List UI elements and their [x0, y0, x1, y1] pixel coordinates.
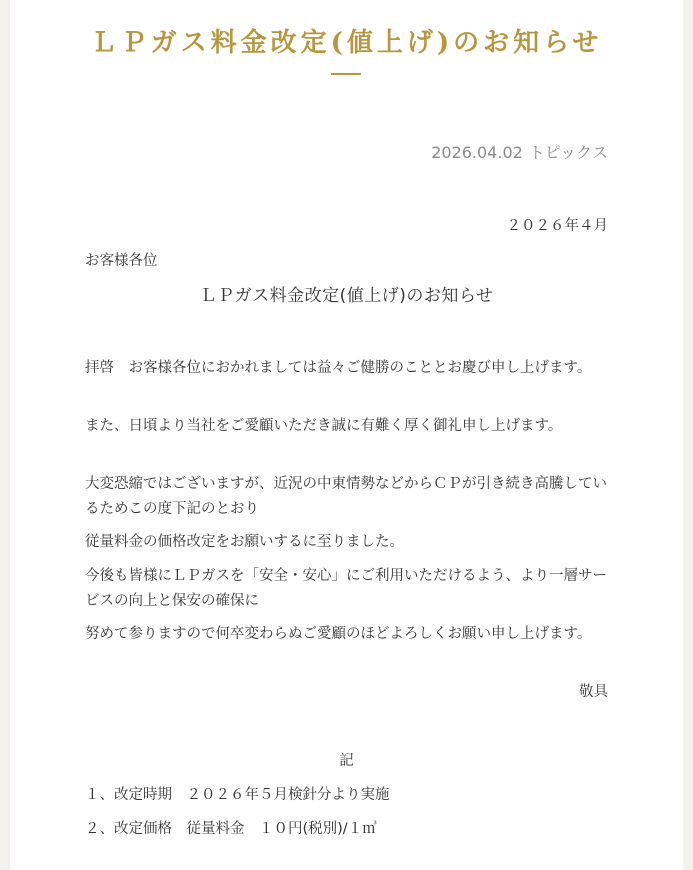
letter-paragraph: 従量料金の価格改定をお願いするに至りました。: [85, 534, 404, 550]
notes-heading: 記: [339, 753, 354, 769]
title-divider: [331, 73, 361, 75]
letter-closing: 敬具: [579, 684, 608, 700]
page-title: ＬＰガス料金改定(値上げ)のお知らせ: [90, 28, 603, 58]
letter-addressee: お客様各位: [85, 253, 158, 269]
post-meta: [431, 140, 608, 163]
notes-item-revision-price: ２、改定価格 従量料金 １０円(税別)/１㎥: [85, 821, 377, 837]
article-page: [10, 0, 683, 870]
letter-paragraph: また、日頃より当社をご愛顧いただき誠に有難く厚く御礼申し上げます。: [85, 418, 563, 434]
post-category[interactable]: トピックス: [528, 143, 608, 162]
notes-item-revision-date: １、改定時期 ２０２６年５月検針分より実施: [85, 787, 390, 803]
letter-subject: ＬＰガス料金改定(値上げ)のお知らせ: [199, 286, 494, 306]
post-date: 2026.04.02: [431, 143, 523, 162]
letter-paragraph: 今後も皆様にＬＰガスを「安全・安心」にご利用いただけるよう、より一層サービスの向上と保安の確保に: [85, 568, 607, 609]
letter-date: ２０２６年４月: [506, 218, 608, 234]
letter-paragraph: 拝啓 お客様各位におかれましては益々ご健勝のこととお慶び申し上げます。: [85, 360, 592, 376]
letter-paragraph: 大変恐縮ではございますが、近況の中東情勢などからＣＰが引き続き高騰しているためこの度下記のとおり: [85, 476, 607, 517]
letter-paragraph: 努めて参りますので何卒変わらぬご愛顧のほどよろしくお願い申し上げます。: [85, 626, 592, 642]
